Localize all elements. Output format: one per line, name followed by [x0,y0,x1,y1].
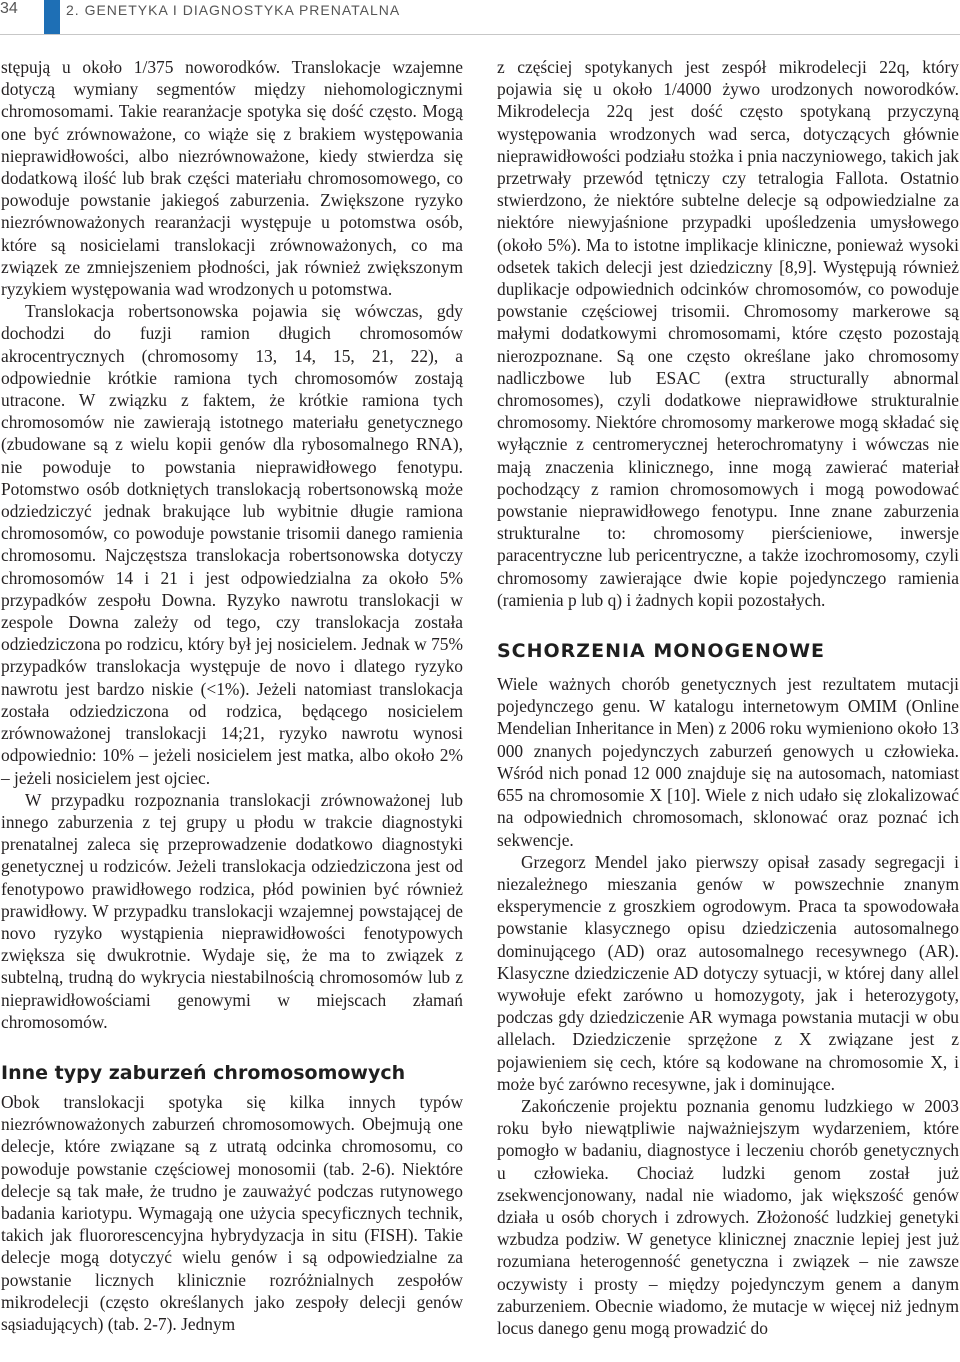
right-column [497,56,959,1339]
paragraph: Zakończenie projektu poznania genomu ludzkiego w 2003 roku było niewątpliwie najważniejszym wydarzeniem, które pomogło w badaniu, diagnostyce i leczeniu chorób genetycznych u człowieka. Chociaż ludzki genom został już zsekwencjonowany, nadal nie wiadomo, jak większość genów działa u osób chorych i zdrowych. Złożoność ludzkiej genetyki wzbudza podziw. W genetyce klinicznej znacznie lepiej jest już rozumiana heterogenność genetyczna i związek – nie zawsze oczywisty i prosty – między pojedynczym genem a danym zaburzeniem. Obecnie wiadomo, że mutacje w więcej niż jednym locus danego genu mogą prowadzić do [497,1095,959,1338]
paragraph: stępują u około 1/375 noworodków. Translokacje wzajemne dotyczą wymiany segmentów między niehomologicznymi chromosomami. Takie rearanżacje spotyka się dość często. Mogą one być zrównoważone, co wiąże się z brakiem występowania nieprawidłowości, albo niezrównoważone, kiedy stwierdza się dodatkową ilość lub brak części materiału chromosomowego, co powoduje powstanie jakiegoś zaburzenia. Zwiększone ryzyko niezrównoważonych rearanżacji występuje u potomstwa osób, które są nosicielami translokacji zrównoważonych, co ma związek ze zmniejszeniem płodności, jak również zwiększonym ryzykiem występowania wad wrodzonych u potomstwa. [1,57,463,300]
header-color-bar [44,0,60,34]
left-column [1,56,463,1335]
section-heading: Inne typy zaburzeń chromosomowych [1,1061,406,1084]
paragraph: Wiele ważnych chorób genetycznych jest rezultatem mutacji pojedynczego genu. W katalogu internetowym OMIM (Online Mendelian Inheritance in Men) z 2006 roku wymieniono około 13 000 znanych pojedynczych zaburzeń genowych u człowieka. Wśród nich ponad 12 000 znajduje się na autosomach, natomiast 655 na chromosomie X [10]. Wiele z nich udało się zlokalizować na odpowiednich chromosomach, sklonować oraz poznać ich sekwencje. [497,674,959,850]
page-number: 34 [0,0,18,17]
paragraph: Obok translokacji spotyka się kilka innych typów niezrównoważonych zaburzeń chromosomowych. Obejmują one delecje, które związane są z utratą odcinka chromosomu, co powoduje powstanie częściowej monosomii (tab. 2-6). Niektóre delecje są tak małe, że trudno je zauważyć podczas rutynowego badania kariotypu. Wymagają one użycia specyficznych technik, takich jak fluororescencyjna hybrydyzacja in situ (FISH). Takie delecje mogą dotyczyć wielu genów i są odpowiedzialne za powstanie licznych klinicznie rozróżnialnych zespołów mikrodelecji (często określanych jako zespoły delecji genów sąsiadujących) (tab. 2-7). Jednym [1,1091,463,1334]
page-header [0,0,960,35]
paragraph: W przypadku rozpoznania translokacji zrównoważonej lub innego zaburzenia z tej grupy u płodu w trakcie diagnostyki prenatalnej zaleca się przeprowadzenie dodatkowo diagnostyki genetycznej u rodziców. Jeżeli translokacja odziedziczona jest od fenotypowo prawidłowego rodzica, płód powinien być również prawidłowy. W przypadku translokacji wzajemnej powstającej de novo ryzyko wystąpienia nieprawidłowości fenotypowych zwiększa się dwukrotnie. Wydaje się, że ma to związek z subtelną, trudną do wykrycia niestabilnością chromosomów lub z nieprawidłowościami genowymi w miejscach złamań chromosomów. [1,789,463,1032]
paragraph: Grzegorz Mendel jako pierwszy opisał zasady segregacji i niezależnego mieszania genów w powszechnie znanym eksperymencie z groszkiem ogrodowym. Praca ta spowodowała powstanie klasycznego opisu dziedziczenia autosomalnego dominującego (AD) oraz autosomalnego recesywnego (AR). Klasyczne dziedziczenie AD dotyczy sytuacji, w której dany allel wywołuje efekt zarówno u homozygoty, jak i heterozygoty, podczas gdy dziedziczenie AR wymaga powstania mutacji w obu allelach. Dziedziczenie sprzężone z X związane jest z pojawieniem się cech, które są kodowane na chromosomie X, i może być zarówno recesywne, jak i dominujące. [497,851,959,1094]
paragraph: z częściej spotykanych jest zespół mikrodelecji 22q, który pojawia się u około 1/4000 żywo urodzonych noworodków. Mikrodelecja 22q jest dość często spotykaną przyczyną występowania wrodzonych wad serca, dotyczących głównie nieprawidłowości podziału stożka i pnia naczyniowego, takich jak przetrwały przewód tętniczy czy tetralogia Fallota. Ostatnio stwierdzono, że niektóre subtelne delecje są odpowiedzialne za niektóre niewyjaśnione przypadki upośledzenia umysłowego (około 5%). Ma to istotne implikacje kliniczne, ponieważ wysoki odsetek takich delecji jest dziedziczny [8,9]. Występują również duplikacje odpowiednich odcinków chromosomów, co powoduje powstanie częściowej trisomii. Chromosomy markerowe są małymi dodatkowymi chromosomami, które często pozostają nierozpoznane. Są one często określane jako chromosomy nadliczbowe lub ESAC (extra structurally abnormal chromosomes), czyli dodatkowe nieprawidłowe strukturalnie chromosomy. Niektóre chromosomy markerowe mogą składać się wyłącznie z centromerycznej heterochromatyny i wówczas nie mają znaczenia klinicznego, inne mogą zawierać materiał pochodzący z ramion chromosomowych i mogą powodować powstanie nieprawidłowego fenotypu. Inne znane zaburzenia strukturalne to: chromosomy pierścieniowe, inwersje paracentryczne lub pericentryczne, a także izochromosomy, czyli chromosomy zawierające dwie kopie pojedynczego ramienia (ramienia p lub q) i żadnych kopii pozostałych. [497,57,959,610]
paragraph: Translokacja robertsonowska pojawia się wówczas, gdy dochodzi do fuzji ramion długich chromosomów akrocentrycznych (chromosomy 13, 14, 15, 21, 22), a odpowiednie krótkie ramiona tych chromosomów zostają utracone. W związku z faktem, że krótkie ramiona tych chromosomów nie zawierają istotnego materiału genetycznego (zbudowane są z wielu kopii genów dla rybosomalnego RNA), nie powoduje to powstania nieprawidłowego fenotypu. Potomstwo osób dotkniętych translokacją robertsonowską może odziedziczyć jednak brakujące lub wybitnie długie ramiona chromosomów, co powoduje powstanie trisomii danego ramienia chromosomu. Najczęstsza translokacja robertsonowska dotyczy chromosomów 14 i 21 i jest odpowiedzialna za około 5% przypadków zespołu Downa. Ryzyko nawrotu translokacji w zespole Downa zależy od tego, czy translokacja została odziedziczona po rodzicu, który był jej nosicielem. Jednak w 75% przypadków translokacja występuje de novo i dlatego ryzyko nawrotu jest bardzo niskie (<1%). Jeżeli natomiast translokacja została odziedziczona od rodzica, będącego nosicielem zrównoważonej translokacji 14;21, ryzyko nawrotu wynosi odpowiednio: 10% – jeżeli nosicielem jest matka, albo około 2% – jeżeli nosicielem jest ojciec. [1,301,463,788]
chapter-title: 2. GENETYKA I DIAGNOSTYKA PRENATALNA [66,2,401,18]
section-heading: SCHORZENIA MONOGENOWE [497,640,826,663]
